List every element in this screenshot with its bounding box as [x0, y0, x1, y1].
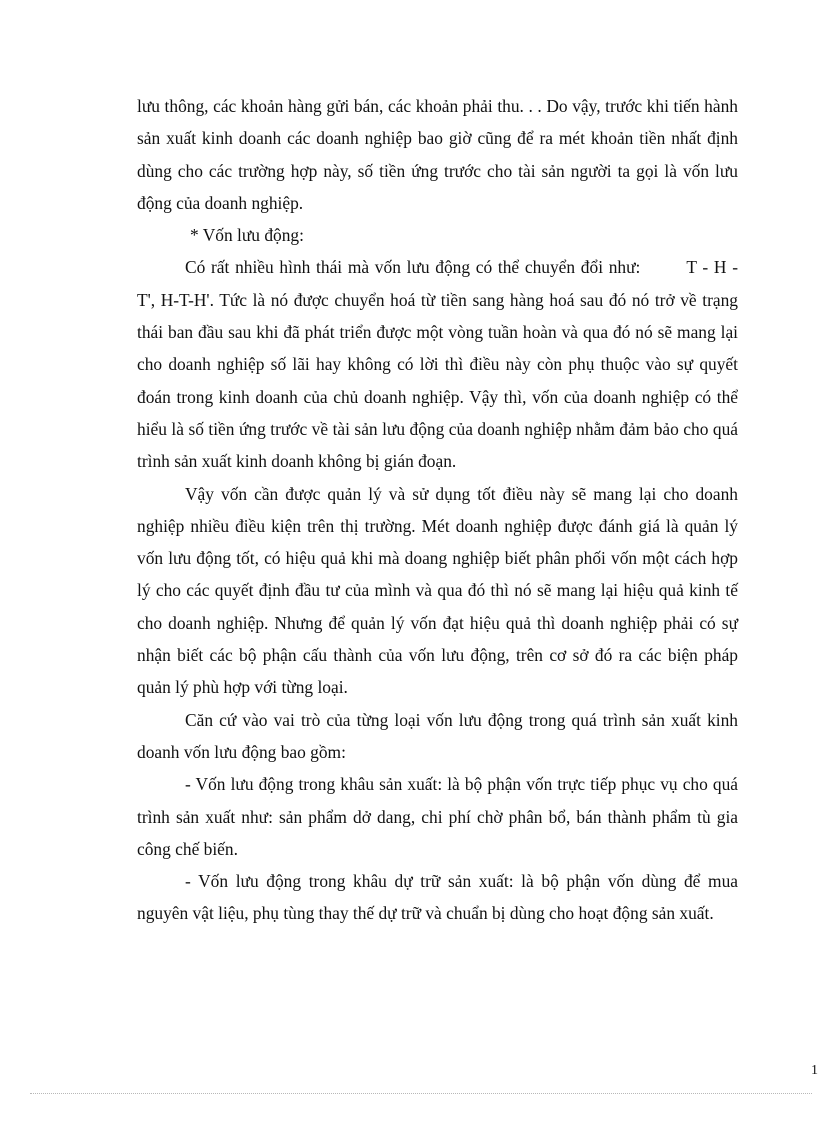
list-item-reserve: - Vốn lưu động trong khâu dự trữ sản xuất: là bộ phận vốn dùng để mua nguyên vật liệu, phụ tùng thay thế dự trữ và chuẩn bị dùng cho hoạt động sản xuất.	[137, 871, 738, 924]
list-item-production: - Vốn lưu động trong khâu sản xuất: là bộ phận vốn trực tiếp phục vụ cho quá trình sản xuất như: sản phẩm dở dang, chi phí chờ phân bổ, bán thành phẩm tù gia công chế biến.	[137, 774, 738, 859]
paragraph-management: Vậy vốn cần được quản lý và sử dụng tốt điều này sẽ mang lại cho doanh nghiệp nhiều điều kiện trên thị trường. Mét doanh nghiệp được đánh giá là quản lý vốn lưu động tốt, có hiệu quả khi mà doang nghiệp biết phân phối vốn một cách hợp lý cho các quyết định đầu tư của mình và qua đó thì nó sẽ mang lại hiệu quả kinh tế cho doanh nghiệp. Nhưng để quản lý vốn đạt hiệu quả thì doanh nghiệp phải có sự nhận biết các bộ phận cấu thành của vốn lưu động, trên cơ sở đó ra các biện pháp quản lý phù hợp với từng loại.	[137, 483, 738, 698]
page-body	[137, 90, 738, 930]
forms-intro-text: Có rất nhiều hình thái mà vốn lưu động có thể chuyển đổi như:	[185, 257, 641, 278]
footer-divider	[30, 1093, 812, 1094]
forms-continuation-text: T - H - T', H-T-H'. Tức là nó được chuyển hoá từ tiền sang hàng hoá sau đó nó trở về trạng thái ban đầu sau khi đã phát triển được một vòng tuần hoàn và qua đó nó sẽ mang lại cho doanh nghiệp số lãi hay không có lời thì điều này còn phụ thuộc vào sự quyết đoán trong kinh doanh của chủ doanh nghiệp. Vậy thì, vốn của doanh nghiệp có thể hiểu là số tiền ứng trước về tài sản lưu động của doanh nghiệp nhằm đảm bảo cho quá trình sản xuất kinh doanh không bị gián đoạn.	[137, 257, 738, 472]
page-number: 1	[811, 1063, 818, 1078]
section-heading-working-capital: * Vốn lưu động:	[190, 225, 304, 246]
paragraph-continuation: lưu thông, các khoản hàng gửi bán, các khoản phải thu. . . Do vậy, trước khi tiến hành sản xuất kinh doanh các doanh nghiệp bao giờ cũng để ra mét khoản tiền nhất định dùng cho các trường hợp này, số tiền ứng trước cho tài sản người ta gọi là vốn lưu động của doanh nghiệp.	[137, 96, 738, 213]
paragraph-classification: Căn cứ vào vai trò của từng loại vốn lưu động trong quá trình sản xuất kinh doanh vốn lưu động bao gồm:	[137, 709, 738, 762]
paragraph-forms-intro	[137, 251, 738, 477]
